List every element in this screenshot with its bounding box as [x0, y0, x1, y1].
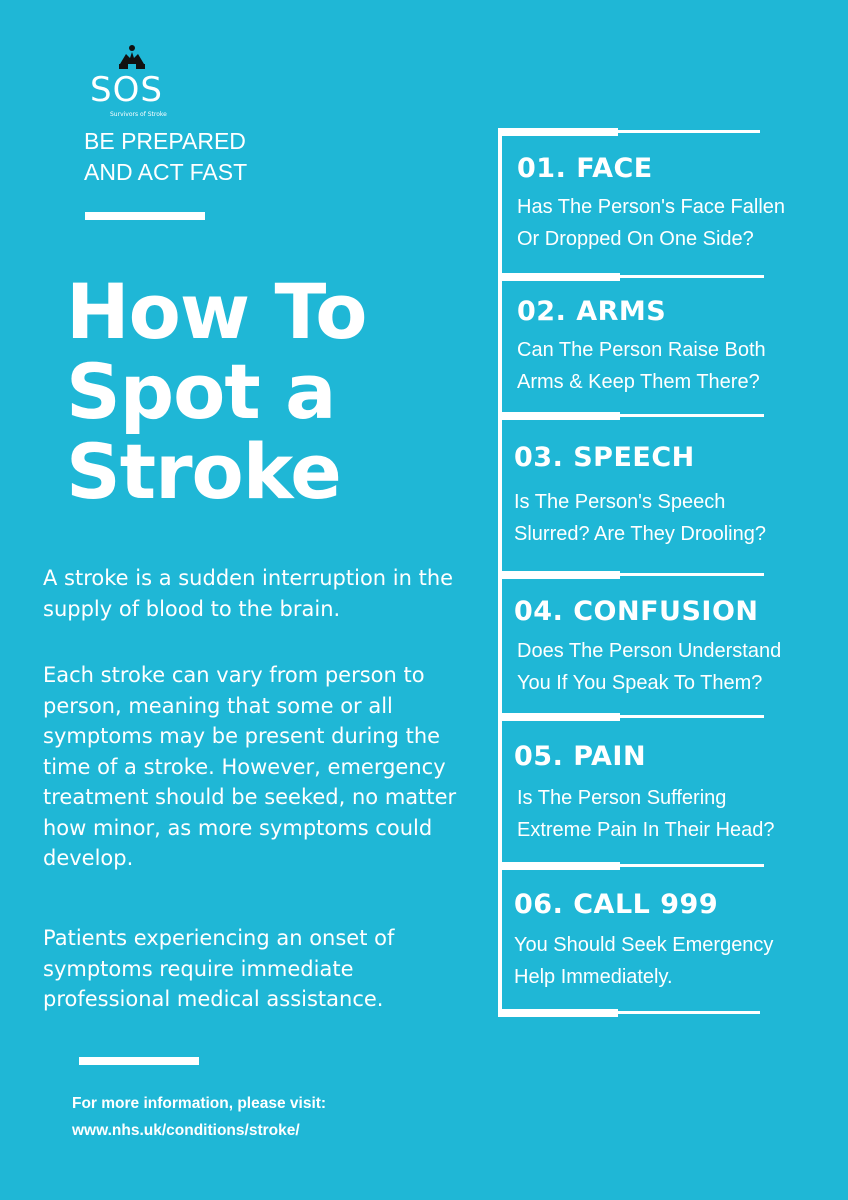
step-divider-tick — [498, 412, 620, 420]
footer-link[interactable]: www.nhs.uk/conditions/stroke/ — [72, 1122, 300, 1139]
title-line-2: Spot a — [66, 347, 336, 436]
step-divider-tick — [498, 571, 620, 579]
step-divider-tick — [498, 713, 620, 721]
step-title: 04. CONFUSION — [514, 596, 759, 627]
intro-paragraph-3: Patients experiencing an onset of symptoms require immediate professional medical assistance. — [43, 926, 395, 1011]
title-line-1: How To — [66, 267, 367, 356]
step-desc-line-1: Is The Person Suffering — [517, 787, 727, 809]
step-divider-tick — [498, 273, 620, 281]
step-divider-tick — [498, 862, 620, 870]
logo-subtitle: Survivors of Stroke — [110, 111, 167, 118]
step-divider-tick — [498, 1009, 618, 1017]
step-desc-line-2: Extreme Pain In Their Head? — [517, 819, 775, 841]
step-desc-line-2: Help Immediately. — [514, 966, 673, 988]
logo-text: SOS — [90, 70, 163, 110]
step-desc-line-1: Can The Person Raise Both — [517, 339, 766, 361]
step-desc-line-2: Arms & Keep Them There? — [517, 371, 760, 393]
tagline-line-1: BE PREPARED — [84, 128, 246, 154]
step-desc-line-1: Has The Person's Face Fallen — [517, 196, 786, 218]
step-title: 03. SPEECH — [514, 442, 695, 473]
step-title: 02. ARMS — [517, 296, 667, 327]
title-line-3: Stroke — [66, 427, 341, 516]
tagline-line-2: AND ACT FAST — [84, 159, 248, 185]
step-title: 05. PAIN — [514, 741, 647, 772]
step-divider-tick — [498, 128, 618, 136]
step-desc-line-2: Or Dropped On One Side? — [517, 228, 754, 250]
intro-paragraph-2: Each stroke can vary from person to person, meaning that some or all symptoms may be present during the time of a stroke. However, emergency treatment should be seeked, no matter how minor, as more symptoms could develop. — [43, 663, 457, 870]
intro-paragraph-1: A stroke is a sudden interruption in the supply of blood to the brain. — [43, 566, 454, 621]
step-desc-line-2: You If You Speak To Them? — [517, 672, 763, 694]
step-desc-line-1: Does The Person Understand — [517, 640, 782, 662]
step-desc-line-1: You Should Seek Emergency — [514, 934, 774, 956]
step-desc-line-1: Is The Person's Speech — [514, 491, 726, 513]
step-desc-line-2: Slurred? Are They Drooling? — [514, 523, 766, 545]
step-title: 01. FACE — [517, 153, 653, 184]
footer-text: For more information, please visit: — [72, 1095, 327, 1112]
step-title: 06. CALL 999 — [514, 889, 719, 920]
